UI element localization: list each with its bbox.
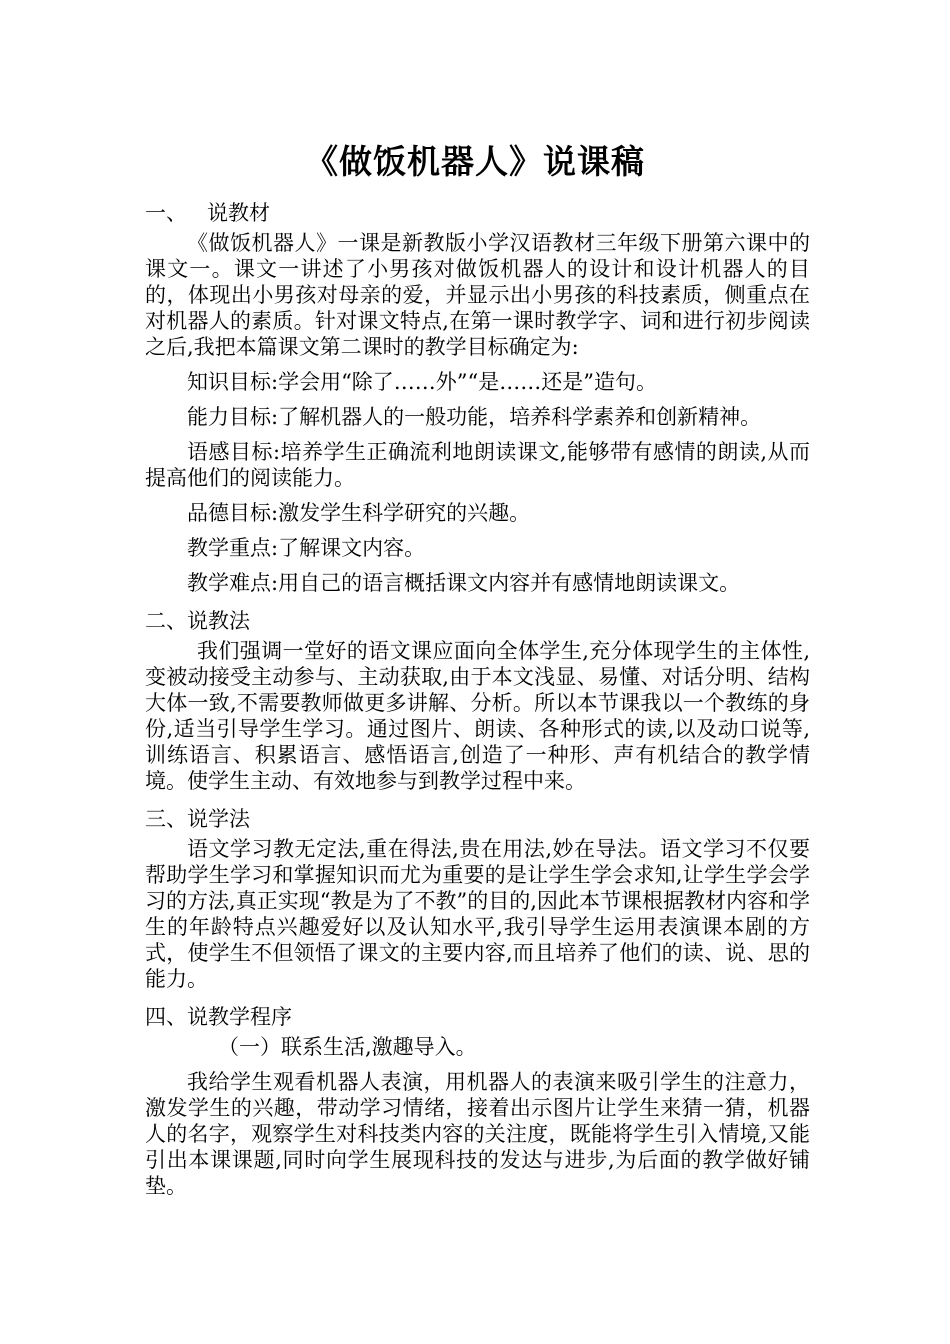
section-heading-learning-method: 三、说学法 — [145, 807, 250, 831]
goal-knowledge: 知识目标:学会用“除了……外”“是……还是”造句。 — [187, 370, 658, 394]
document-title: 《做饭机器人》说课稿 — [305, 142, 645, 181]
teaching-difficulty: 教学难点:用自己的语言概括课文内容并有感情地朗读课文。 — [187, 571, 741, 595]
section-heading-teaching-material — [145, 197, 810, 230]
section-heading-teaching-procedure: 四、说教学程序 — [145, 1005, 292, 1029]
goal-ability: 能力目标:了解机器人的一般功能，培养科学素养和创新精神。 — [187, 405, 762, 429]
subheading-introduction: （一）联系生活,激趣导入。 — [218, 1035, 477, 1059]
goal-moral: 品德目标:激发学生科学研究的兴趣。 — [187, 501, 531, 525]
paragraph-introduction: 我给学生观看机器人表演，用机器人的表演来吸引学生的注意力，激发学生的兴趣，带动学习情绪，接着出示图片让学生来猜一猜，机器人的名字，观察学生对科技类内容的关注度，既能将学生引入情境,又能引出本课课题,同时向学生展现科技的发达与进步,为后面的教学做好铺垫。 — [145, 1070, 810, 1198]
paragraph-learning-method: 语文学习教无定法,重在得法,贵在用法,妙在导法。语文学习不仅要帮助学生学习和掌握知识而尤为重要的是让学生学会求知,让学生学会学习的方法,真正实现“教是为了不教”的目的,因此本节课根据教材内容和学生的年龄特点兴趣爱好以及认知水平,我引导学生运用表演课本剧的方式，使学生不但领悟了课文的主要内容,而且培养了他们的读、说、思的能力。 — [145, 837, 810, 991]
section-heading-teaching-method: 二、说教法 — [145, 609, 250, 633]
paragraph-teaching-method: 我们强调一堂好的语文课应面向全体学生,充分体现学生的主体性,变被动接受主动参与、主动获取,由于本文浅显、易懂、对话分明、结构大体一致,不需要教师做更多讲解、分析。所以本节课我以一个教练的身份,适当引导学生学习。通过图片、朗读、各种形式的读,以及动口说等,训练语言、积累语言、感悟语言,创造了一种形、声有机结合的教学情境。使学生主动、有效地参与到教学过程中来。 — [145, 639, 810, 793]
goal-language-sense: 语感目标:培养学生正确流利地朗读课文,能够带有感情的朗读,从而提高他们的阅读能力。 — [145, 440, 810, 490]
section-heading-text: 说教材 — [207, 201, 270, 225]
section-number: 一、 — [145, 201, 187, 225]
paragraph-material-intro: 《做饭机器人》一课是新教版小学汉语教材三年级下册第六课中的课文一。课文一讲述了小男孩对做饭机器人的设计和设计机器人的目的，体现出小男孩对母亲的爱，并显示出小男孩的科技素质，侧重点在对机器人的素质。针对课文特点,在第一课时教学字、词和进行初步阅读之后,我把本篇课文第二课时的教学目标确定为: — [145, 231, 810, 359]
document-body — [145, 197, 810, 1208]
teaching-focus: 教学重点:了解课文内容。 — [187, 536, 426, 560]
